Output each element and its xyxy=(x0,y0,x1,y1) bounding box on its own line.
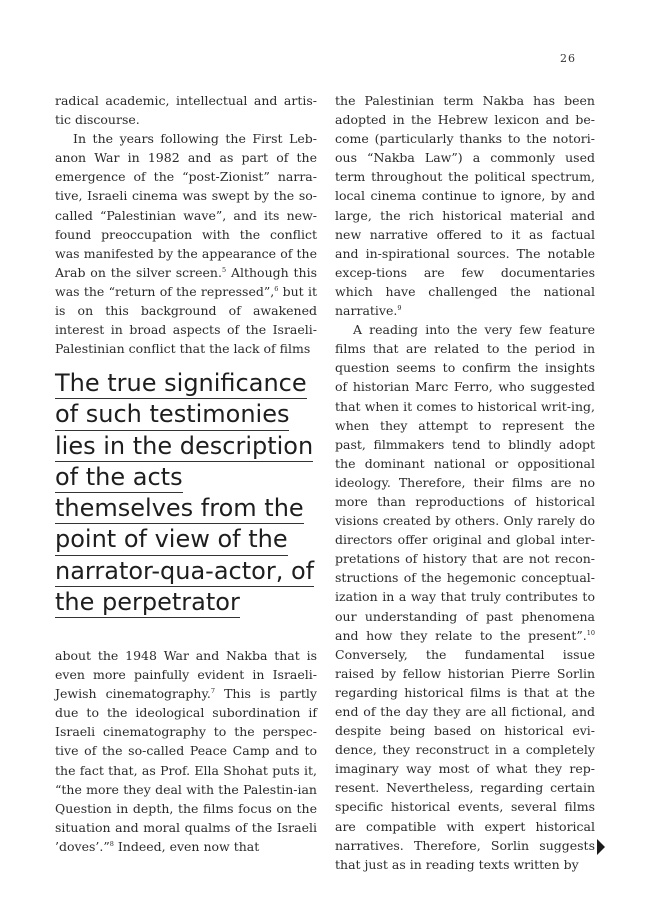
pull-quote-line: The true significance xyxy=(55,368,307,399)
paragraph: A reading into the very few feature films that are related to the period in question seems to confirm the insights of historian Marc Ferro, who suggested that when it comes to historical writ-ing, when they attempt to represent the past, filmmakers tend to blindly adopt the dominant national or oppositional ideology. Therefore, their films are no more than reproductions of historical visions created by others. Only rarely do directors offer original and global inter-pretations of history that are not recon-structions of the hegemonic conceptual-ization in a way that truly contributes to our understanding of past phenomena and how they relate to the present”.$^{10}$ Conversely, the fundamental issue raised by fellow historian Pierre Sorlin regarding historical films is that at the end of the day they are all fictional, and despite being based on historical evi-dence, they reconstruct in a completely imaginary way most of what they rep-resent. Nevertheless, regarding certain specific historical events, several films are compatible with expert historical narratives. Therefore, Sorlin suggests that just as in reading texts written by xyxy=(335,322,595,872)
pull-quote-line: of the acts xyxy=(55,462,183,493)
paragraph: about the 1948 War and Nakba that is even more painfully evident in Israeli-Jewish cinematography.$^7$ This is partly due to the ideological subordination if Israeli cinematography to the perspec-tive of the so-called Peace Camp and to the fact that, as Prof. Ella Shohat puts it, “the more they deal with the Palestin-ian Question in depth, the films focus on the situation and moral qualms of the Israeli ’doves’.”$^8$ Indeed, even now that xyxy=(55,648,317,854)
triangle-right-icon[interactable] xyxy=(597,839,605,855)
left-column-top xyxy=(55,91,317,358)
footnote-ref[interactable]: 10 xyxy=(586,628,595,637)
footnote-ref[interactable]: 9 xyxy=(397,303,402,312)
pull-quote-line: themselves from the xyxy=(55,493,304,524)
footnote-ref[interactable]: 6 xyxy=(274,284,279,293)
footnote-ref[interactable]: 8 xyxy=(109,839,114,848)
footnote-ref[interactable]: 7 xyxy=(210,687,215,696)
pull-quote-line: narrator-qua-actor, of xyxy=(55,556,314,587)
pull-quote-line: lies in the description xyxy=(55,431,313,462)
pull-quote xyxy=(55,368,317,618)
paragraph: radical academic, intellectual and artis-tic discourse. xyxy=(55,93,317,128)
right-column xyxy=(335,91,595,874)
footnote-ref[interactable]: 5 xyxy=(221,265,227,274)
pull-quote-line: the perpetrator xyxy=(55,587,240,618)
left-column-bottom xyxy=(55,646,317,856)
pull-quote-line: point of view of the xyxy=(55,524,288,555)
page-number: 26 xyxy=(560,52,576,65)
paragraph: In the years following the First Leb-anon War in 1982 and as part of the emergence of the “post-Zionist” narra-tive, Israeli cinema was swept by the so-called “Palestinian wave”, and its new-found preoccupation with the conflict was manifested by the appearance of the Arab on the silver screen.$^5$ Although this was the “return of the repressed”,$^6$ but it is on this background of awakened interest in broad aspects of the Israeli-Palestinian conflict that the lack of films xyxy=(55,131,317,357)
paragraph: the Palestinian term Nakba has been adopted in the Hebrew lexicon and be-come (particularly thanks to the notori-ous “Nakba Law”) a commonly used term throughout the political spectrum, local cinema continue to ignore, by and large, the rich historical material and new narrative offered to it as factual and in-spirational sources. The notable excep-tions are few documentaries which have challenged the national narrative.$^9$ xyxy=(335,93,595,319)
pull-quote-line: of such testimonies xyxy=(55,399,289,430)
